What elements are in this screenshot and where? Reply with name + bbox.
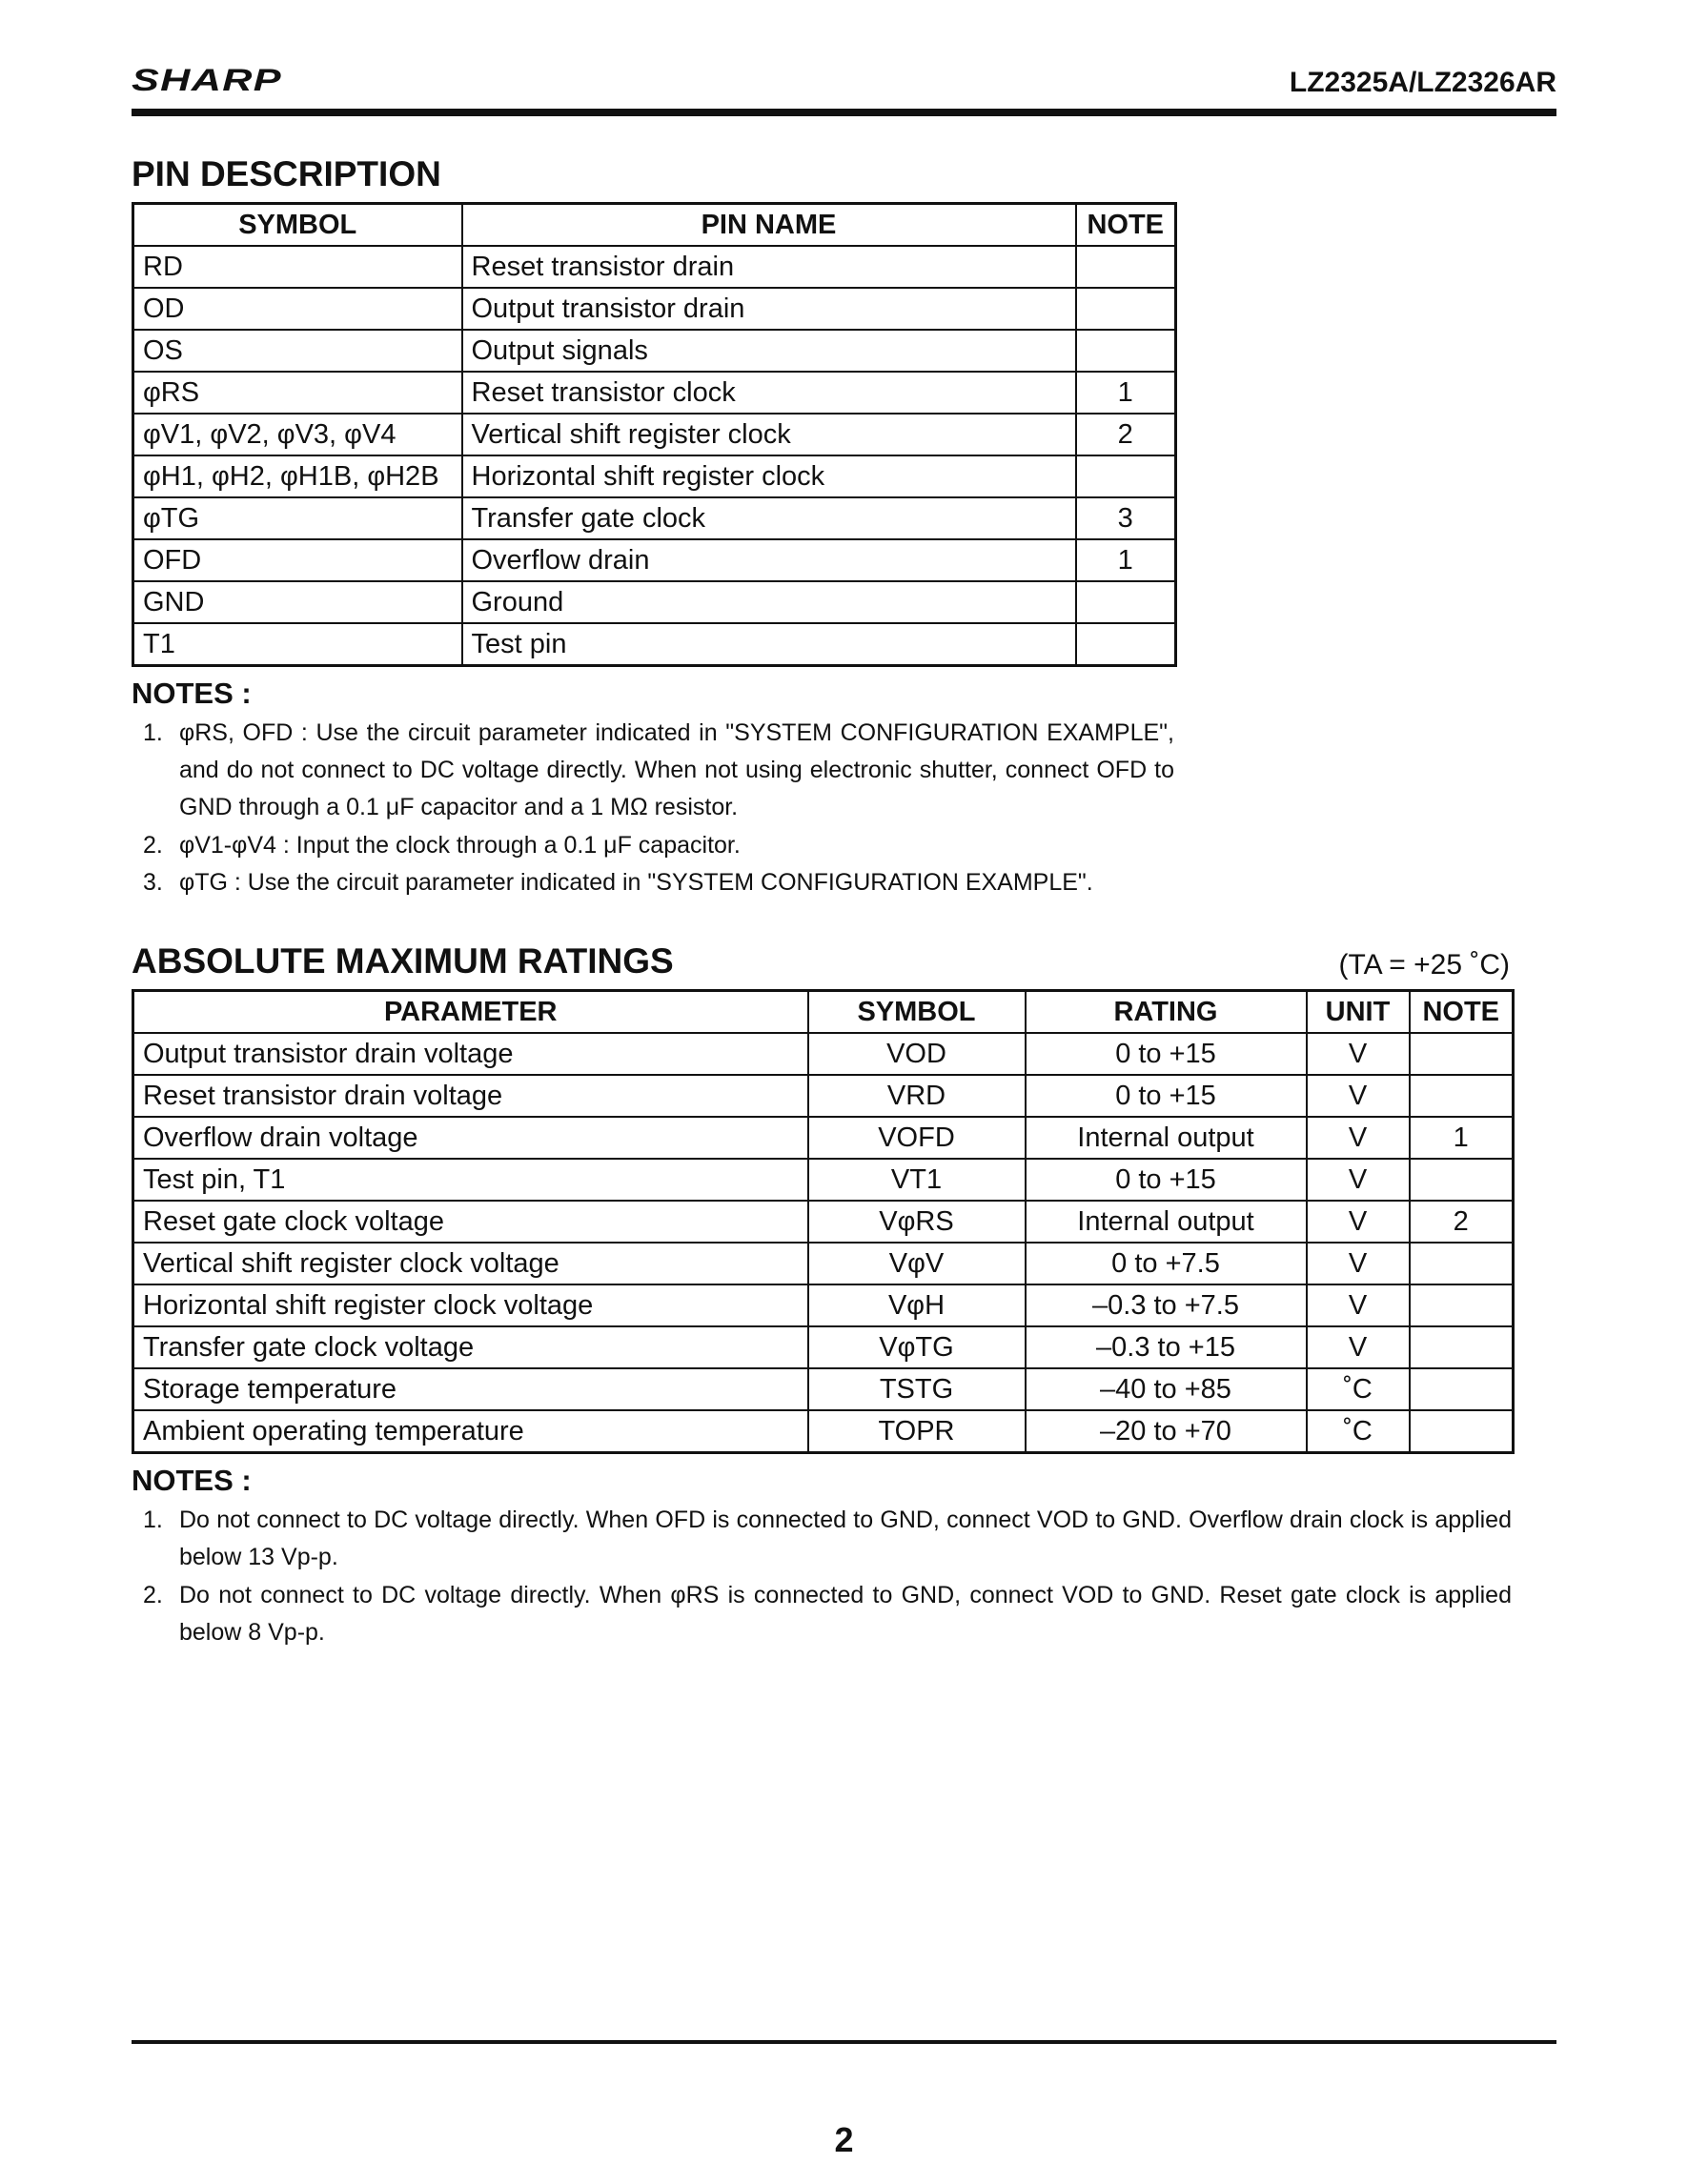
pin-name-cell: Vertical shift register clock <box>462 414 1076 455</box>
symbol-cell: VφV <box>808 1243 1026 1284</box>
table-row <box>133 581 1176 623</box>
header-rule <box>132 109 1556 116</box>
symbol-cell: φRS <box>133 372 462 414</box>
parameter-cell: Overflow drain voltage <box>133 1117 808 1159</box>
symbol-cell: TOPR <box>808 1410 1026 1453</box>
table-row <box>133 1410 1514 1453</box>
note-cell <box>1410 1075 1514 1117</box>
symbol-cell: φH1, φH2, φH1B, φH2B <box>133 455 462 497</box>
unit-cell: ˚C <box>1307 1410 1410 1453</box>
note-cell <box>1076 581 1176 623</box>
symbol-cell: RD <box>133 246 462 288</box>
rating-cell: Internal output <box>1026 1201 1307 1243</box>
symbol-cell: VφH <box>808 1284 1026 1326</box>
column-header: SYMBOL <box>133 204 462 247</box>
table-row <box>133 623 1176 666</box>
note-item <box>143 1502 1512 1576</box>
parameter-cell: Horizontal shift register clock voltage <box>133 1284 808 1326</box>
note-number: 3. <box>143 869 163 896</box>
note-cell <box>1410 1033 1514 1075</box>
symbol-cell: VφRS <box>808 1201 1026 1243</box>
symbol-cell: VOD <box>808 1033 1026 1075</box>
table-row <box>133 455 1176 497</box>
column-header: NOTE <box>1076 204 1176 247</box>
column-header: RATING <box>1026 991 1307 1034</box>
note-cell <box>1410 1243 1514 1284</box>
symbol-cell: VOFD <box>808 1117 1026 1159</box>
rating-cell: –0.3 to +7.5 <box>1026 1284 1307 1326</box>
unit-cell: V <box>1307 1284 1410 1326</box>
absolute-maximum-ratings-title: ABSOLUTE MAXIMUM RATINGS <box>132 941 674 981</box>
table-row <box>133 372 1176 414</box>
rating-cell: –0.3 to +15 <box>1026 1326 1307 1368</box>
note-cell <box>1410 1368 1514 1410</box>
symbol-cell: OS <box>133 330 462 372</box>
table-row <box>133 246 1176 288</box>
note-text: Do not connect to DC voltage directly. When φRS is connected to GND, connect VOD to GND. Reset gate clock is applied below 8 Vp-p. <box>179 1582 1512 1646</box>
absolute-maximum-ratings-table <box>132 989 1515 1454</box>
note-cell: 2 <box>1410 1201 1514 1243</box>
rating-cell: –40 to +85 <box>1026 1368 1307 1410</box>
pin-name-cell: Test pin <box>462 623 1076 666</box>
table-row <box>133 1117 1514 1159</box>
symbol-cell: VT1 <box>808 1159 1026 1201</box>
ratings-table-body <box>133 1033 1514 1453</box>
note-item <box>143 864 1174 901</box>
symbol-cell: φTG <box>133 497 462 539</box>
symbol-cell: OFD <box>133 539 462 581</box>
footer-rule <box>132 2040 1556 2044</box>
note-cell <box>1410 1159 1514 1201</box>
note-cell <box>1076 623 1176 666</box>
ratings-notes-heading: NOTES : <box>132 1464 252 1497</box>
parameter-cell: Transfer gate clock voltage <box>133 1326 808 1368</box>
column-header: PARAMETER <box>133 991 808 1034</box>
note-item <box>143 715 1174 826</box>
column-header: PIN NAME <box>462 204 1076 247</box>
unit-cell: ˚C <box>1307 1368 1410 1410</box>
note-cell: 1 <box>1410 1117 1514 1159</box>
table-row <box>133 1326 1514 1368</box>
note-cell: 1 <box>1076 539 1176 581</box>
document-id: LZ2325A/LZ2326AR <box>1289 67 1556 98</box>
note-item <box>143 1577 1512 1651</box>
note-cell <box>1076 455 1176 497</box>
note-text: Do not connect to DC voltage directly. When OFD is connected to GND, connect VOD to GND. Overflow drain clock is applied below 13 Vp-p. <box>179 1507 1512 1570</box>
parameter-cell: Output transistor drain voltage <box>133 1033 808 1075</box>
table-row <box>133 288 1176 330</box>
table-row <box>133 1159 1514 1201</box>
table-row <box>133 539 1176 581</box>
table-row <box>133 1284 1514 1326</box>
note-cell <box>1076 246 1176 288</box>
pin-name-cell: Reset transistor drain <box>462 246 1076 288</box>
unit-cell: V <box>1307 1033 1410 1075</box>
parameter-cell: Reset transistor drain voltage <box>133 1075 808 1117</box>
symbol-cell: TSTG <box>808 1368 1026 1410</box>
note-cell <box>1410 1410 1514 1453</box>
symbol-cell: VRD <box>808 1075 1026 1117</box>
symbol-cell: OD <box>133 288 462 330</box>
table-row <box>133 1201 1514 1243</box>
pin-description-table <box>132 202 1177 667</box>
table-row <box>133 330 1176 372</box>
parameter-cell: Test pin, T1 <box>133 1159 808 1201</box>
symbol-cell: φV1, φV2, φV3, φV4 <box>133 414 462 455</box>
symbol-cell: GND <box>133 581 462 623</box>
symbol-cell: T1 <box>133 623 462 666</box>
parameter-cell: Vertical shift register clock voltage <box>133 1243 808 1284</box>
note-cell: 3 <box>1076 497 1176 539</box>
pin-name-cell: Ground <box>462 581 1076 623</box>
rating-cell: 0 to +15 <box>1026 1075 1307 1117</box>
note-cell: 1 <box>1076 372 1176 414</box>
note-text: φV1-φV4 : Input the clock through a 0.1 μF capacitor. <box>179 832 741 859</box>
parameter-cell: Ambient operating temperature <box>133 1410 808 1453</box>
unit-cell: V <box>1307 1243 1410 1284</box>
table-row <box>133 1368 1514 1410</box>
note-cell <box>1076 288 1176 330</box>
symbol-cell: VφTG <box>808 1326 1026 1368</box>
rating-cell: 0 to +7.5 <box>1026 1243 1307 1284</box>
note-cell <box>1076 330 1176 372</box>
page-number: 2 <box>834 2120 854 2159</box>
rating-cell: 0 to +15 <box>1026 1159 1307 1201</box>
table-row <box>133 1075 1514 1117</box>
note-cell: 2 <box>1076 414 1176 455</box>
column-header: SYMBOL <box>808 991 1026 1034</box>
note-item <box>143 827 1174 864</box>
table-row <box>133 1243 1514 1284</box>
rating-cell: 0 to +15 <box>1026 1033 1307 1075</box>
note-text: φRS, OFD : Use the circuit parameter indicated in "SYSTEM CONFIGURATION EXAMPLE", and do not connect to DC voltage directly. When not using electronic shutter, connect OFD to GND through a 0.1 μF capacitor and a 1 MΩ resistor. <box>179 719 1174 820</box>
pin-name-cell: Output signals <box>462 330 1076 372</box>
note-number: 2. <box>143 832 163 859</box>
pin-name-cell: Transfer gate clock <box>462 497 1076 539</box>
note-text: φTG : Use the circuit parameter indicated in "SYSTEM CONFIGURATION EXAMPLE". <box>179 869 1093 896</box>
rating-cell: –20 to +70 <box>1026 1410 1307 1453</box>
note-number: 1. <box>143 1507 163 1533</box>
unit-cell: V <box>1307 1326 1410 1368</box>
pin-name-cell: Output transistor drain <box>462 288 1076 330</box>
pin-description-title: PIN DESCRIPTION <box>132 154 441 193</box>
pin-name-cell: Reset transistor clock <box>462 372 1076 414</box>
unit-cell: V <box>1307 1075 1410 1117</box>
note-cell <box>1410 1284 1514 1326</box>
parameter-cell: Storage temperature <box>133 1368 808 1410</box>
parameter-cell: Reset gate clock voltage <box>133 1201 808 1243</box>
note-number: 1. <box>143 719 163 746</box>
temperature-condition: (TA = +25 ˚C) <box>1338 949 1510 981</box>
brand-logo: SHARP <box>132 63 282 97</box>
column-header: NOTE <box>1410 991 1514 1034</box>
unit-cell: V <box>1307 1117 1410 1159</box>
table-header-row <box>133 991 1514 1034</box>
pin-name-cell: Horizontal shift register clock <box>462 455 1076 497</box>
unit-cell: V <box>1307 1159 1410 1201</box>
pin-name-cell: Overflow drain <box>462 539 1076 581</box>
column-header: UNIT <box>1307 991 1410 1034</box>
table-row <box>133 414 1176 455</box>
rating-cell: Internal output <box>1026 1117 1307 1159</box>
pin-notes-heading: NOTES : <box>132 677 252 710</box>
unit-cell: V <box>1307 1201 1410 1243</box>
table-row <box>133 1033 1514 1075</box>
table-row <box>133 497 1176 539</box>
table-header-row <box>133 204 1176 247</box>
note-number: 2. <box>143 1582 163 1608</box>
pin-table-body <box>133 246 1176 666</box>
note-cell <box>1410 1326 1514 1368</box>
